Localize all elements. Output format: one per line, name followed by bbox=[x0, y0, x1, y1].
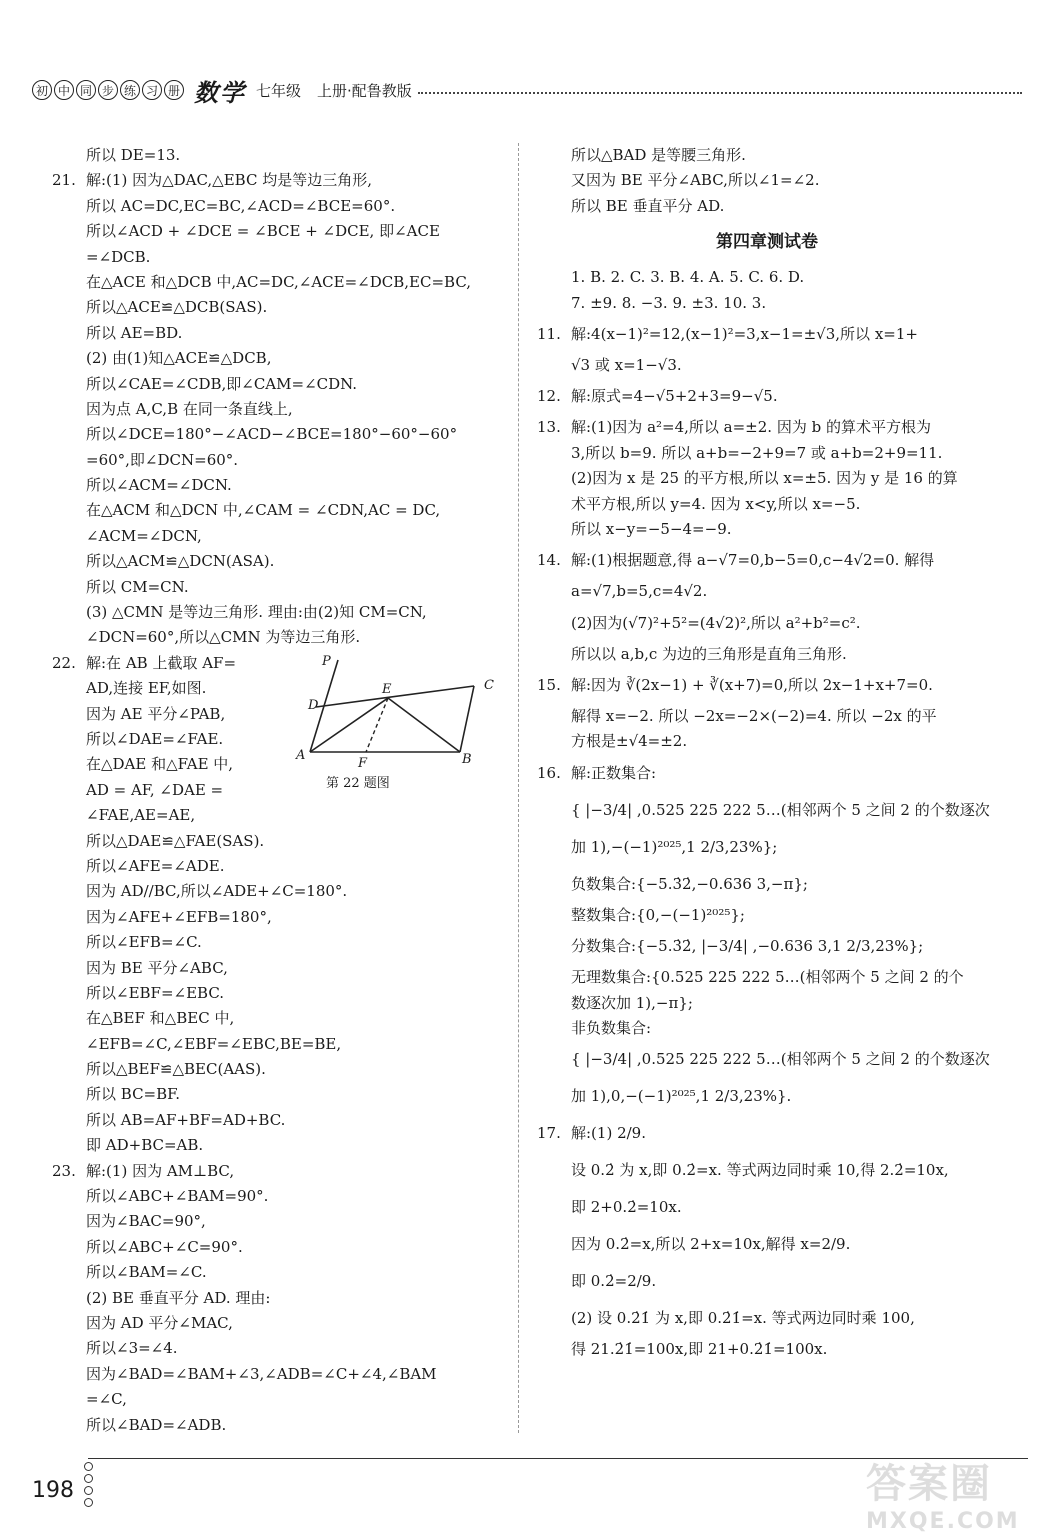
text-line bbox=[537, 143, 997, 168]
text-line bbox=[52, 143, 508, 168]
line-text: 解:在 AB 上截取 AF= bbox=[86, 653, 237, 672]
header-dotted-rule bbox=[418, 92, 1022, 94]
line-text: 所以∠ABC+∠BAM=90°. bbox=[86, 1187, 269, 1206]
line-text: 又因为 BE 平分∠ABC,所以∠1=∠2. bbox=[571, 171, 820, 190]
text-line bbox=[52, 372, 508, 397]
text-line bbox=[52, 1108, 508, 1133]
text-line bbox=[52, 1082, 508, 1107]
text-line bbox=[537, 542, 997, 579]
text-line bbox=[537, 704, 997, 729]
question-number: 22. bbox=[52, 653, 76, 672]
grade-label: 七年级 bbox=[256, 81, 302, 100]
figure-22-diagram bbox=[292, 652, 504, 772]
text-line bbox=[52, 1387, 508, 1412]
line-text: ∠EFB=∠C,∠EBF=∠EBC,BE=BE, bbox=[86, 1034, 342, 1053]
text-line bbox=[52, 245, 508, 270]
right-column bbox=[537, 143, 997, 1363]
line-text: 解:(1)因为 a²=4,所以 a=±2. 因为 b 的算术平方根为 bbox=[571, 418, 931, 437]
text-line bbox=[52, 219, 508, 244]
line-text: { |−3/4| ,0.525 225 222 5…(相邻两个 5 之间 2 的个数逐次 bbox=[571, 800, 990, 819]
line-text: (2)因为(√7)²+5²=(4√2)²,所以 a²+b²=c². bbox=[571, 613, 861, 632]
text-line bbox=[537, 1115, 997, 1152]
text-line bbox=[537, 667, 997, 704]
line-text: 所以∠AFE=∠ADE. bbox=[86, 856, 225, 875]
text-line bbox=[52, 321, 508, 346]
point-label: C bbox=[484, 678, 494, 693]
line-text: 在△BEF 和△BEC 中, bbox=[86, 1009, 235, 1028]
text-line bbox=[52, 981, 508, 1006]
series-char: 步 bbox=[98, 80, 118, 100]
series-char: 初 bbox=[32, 80, 52, 100]
line-text: 解:正数集合: bbox=[571, 763, 657, 782]
line-text: 所以△BAD 是等腰三角形. bbox=[571, 146, 746, 164]
text-line bbox=[52, 524, 508, 549]
line-text: 加 1),−(−1)²⁰²⁵,1 2/3,23%}; bbox=[571, 837, 778, 856]
series-char: 同 bbox=[76, 80, 96, 100]
text-line bbox=[52, 1057, 508, 1082]
text-line bbox=[537, 579, 997, 604]
series-char: 中 bbox=[54, 80, 74, 100]
text-line bbox=[537, 492, 997, 517]
line-text: 所以△BEF≌△BEC(AAS). bbox=[86, 1060, 266, 1079]
text-line bbox=[52, 270, 508, 295]
text-line bbox=[52, 1260, 508, 1285]
line-text: 解:(1) 2/9. bbox=[571, 1124, 646, 1143]
text-line bbox=[52, 575, 508, 600]
text-line bbox=[52, 625, 508, 650]
line-text: 解:(1)根据题意,得 a−√7=0,b−5=0,c−4√2=0. 解得 bbox=[571, 551, 935, 570]
text-line bbox=[537, 316, 997, 353]
watermark-logo bbox=[866, 1452, 1026, 1532]
line-text: 解:(1) 因为△DAC,△EBC 均是等边三角形, bbox=[86, 171, 372, 190]
line-text: 所以 x−y=−5−4=−9. bbox=[571, 519, 732, 538]
text-line bbox=[52, 1184, 508, 1209]
line-text: 所以△ACE≌△DCB(SAS). bbox=[86, 298, 268, 317]
line-text: 所以∠CAE=∠CDB,即∠CAM=∠CDN. bbox=[86, 374, 358, 393]
line-text: 所以 AB=AF+BF=AD+BC. bbox=[86, 1110, 286, 1129]
line-text: =∠DCB. bbox=[86, 247, 151, 266]
text-line bbox=[52, 1133, 508, 1158]
line-text: AD,连接 EF,如图. bbox=[86, 679, 207, 698]
line-text: √3 或 x=1−√3. bbox=[571, 355, 682, 374]
text-line bbox=[52, 397, 508, 422]
text-line bbox=[52, 1006, 508, 1031]
column-divider bbox=[518, 143, 519, 1433]
point-label: F bbox=[358, 756, 368, 771]
line-text: ∠ACM=∠DCN, bbox=[86, 526, 202, 545]
text-line bbox=[52, 1311, 508, 1336]
line-text: 即 0.2̇=2/9. bbox=[571, 1272, 657, 1291]
test-answers bbox=[537, 265, 997, 1363]
point-label: D bbox=[308, 698, 319, 713]
line-text: 所以 DE=13. bbox=[86, 146, 181, 164]
line-text: (2) 设 0.2̇1̇ 为 x,即 0.2̇1̇=x. 等式两边同时乘 100, bbox=[571, 1309, 915, 1328]
text-line bbox=[537, 928, 997, 965]
text-line bbox=[537, 1078, 997, 1115]
text-line bbox=[537, 291, 997, 316]
line-text: 即 AD+BC=AB. bbox=[86, 1136, 204, 1155]
question-number: 11. bbox=[537, 324, 561, 343]
text-line bbox=[537, 378, 997, 415]
text-line bbox=[537, 194, 997, 219]
text-line bbox=[537, 1226, 997, 1263]
text-line bbox=[537, 168, 997, 193]
line-text: 因为 AD//BC,所以∠ADE+∠C=180°. bbox=[86, 882, 348, 901]
question-number: 16. bbox=[537, 763, 561, 782]
text-line bbox=[537, 441, 997, 466]
text-line bbox=[52, 829, 508, 854]
text-line bbox=[52, 854, 508, 879]
line-text: 得 21.2̇1̇=100x,即 21+0.2̇1̇=100x. bbox=[571, 1340, 828, 1359]
text-line bbox=[52, 498, 508, 523]
line-text: (2) BE 垂直平分 AD. 理由: bbox=[86, 1288, 271, 1307]
line-text: 所以以 a,b,c 为边的三角形是直角三角形. bbox=[571, 644, 847, 663]
text-line bbox=[537, 605, 997, 642]
line-text: 在△ACM 和△DCN 中,∠CAM = ∠CDN,AC = DC, bbox=[86, 501, 441, 520]
watermark-top: 答案圈 bbox=[866, 1461, 992, 1507]
question-number: 14. bbox=[537, 551, 561, 570]
text-line bbox=[537, 829, 997, 866]
page-header bbox=[32, 72, 1022, 108]
text-line bbox=[52, 600, 508, 625]
watermark-bottom: MXQE.COM bbox=[866, 1509, 1020, 1534]
text-line bbox=[52, 879, 508, 904]
text-line bbox=[52, 1209, 508, 1234]
question-number: 17. bbox=[537, 1124, 561, 1143]
line-text: 数逐次加 1),−π}; bbox=[571, 993, 693, 1012]
line-text: 因为∠BAD=∠BAM+∠3,∠ADB=∠C+∠4,∠BAM bbox=[86, 1364, 437, 1383]
line-text: AD = AF, ∠DAE = bbox=[86, 780, 224, 799]
question-number: 13. bbox=[537, 418, 561, 437]
line-text: 非负数集合: bbox=[571, 1019, 652, 1038]
text-line bbox=[52, 346, 508, 371]
line-text: 无理数集合:{0.525 225 222 5…(相邻两个 5 之间 2 的个 bbox=[571, 968, 964, 987]
text-line bbox=[537, 1189, 997, 1226]
line-text: ∠DCN=60°,所以△CMN 为等边三角形. bbox=[86, 628, 361, 647]
footer-decoration bbox=[84, 1462, 94, 1510]
figure-22 bbox=[292, 652, 504, 792]
line-text: 1. B. 2. C. 3. B. 4. A. 5. C. 6. D. bbox=[571, 268, 805, 287]
text-line bbox=[52, 448, 508, 473]
line-text: (2)因为 x 是 25 的平方根,所以 x=±5. 因为 y 是 16 的算 bbox=[571, 469, 958, 488]
text-line bbox=[52, 930, 508, 955]
line-text: 负数集合:{−5.3̇2̇,−0.636 3,−π}; bbox=[571, 874, 808, 893]
series-char: 习 bbox=[142, 80, 162, 100]
line-text: 因为∠AFE+∠EFB=180°, bbox=[86, 907, 272, 926]
text-line bbox=[52, 168, 508, 193]
line-text: 解:(1) 因为 AM⊥BC, bbox=[86, 1161, 235, 1180]
line-text: 在△DAE 和△FAE 中, bbox=[86, 755, 234, 774]
line-text: 所以∠3=∠4. bbox=[86, 1339, 178, 1358]
text-line bbox=[537, 755, 997, 792]
text-line bbox=[52, 1286, 508, 1311]
text-line bbox=[537, 1016, 997, 1041]
line-text: 所以∠BAM=∠C. bbox=[86, 1263, 207, 1282]
text-line bbox=[52, 422, 508, 447]
line-text: =60°,即∠DCN=60°. bbox=[86, 450, 239, 469]
line-text: a=√7,b=5,c=4√2. bbox=[571, 582, 708, 601]
line-text: 整数集合:{0,−(−1)²⁰²⁵}; bbox=[571, 905, 745, 924]
text-line bbox=[537, 1263, 997, 1300]
line-text: 术平方根,所以 y=4. 因为 x<y,所以 x=−5. bbox=[571, 494, 861, 513]
series-char: 册 bbox=[164, 80, 184, 100]
line-text: 所以 CM=CN. bbox=[86, 577, 189, 596]
text-line bbox=[537, 903, 997, 928]
question-number: 12. bbox=[537, 387, 561, 406]
line-text: 解:原式=4−√5+2+3=9−√5. bbox=[571, 387, 778, 406]
series-badges bbox=[32, 80, 184, 100]
text-line bbox=[537, 1300, 997, 1337]
text-line bbox=[52, 194, 508, 219]
line-text: 因为 BE 平分∠ABC, bbox=[86, 958, 228, 977]
text-line bbox=[52, 1159, 508, 1184]
series-char: 练 bbox=[120, 80, 140, 100]
page-number: 198 bbox=[32, 1478, 74, 1503]
line-text: (2) 由(1)知△ACE≌△DCB, bbox=[86, 349, 272, 368]
text-line bbox=[52, 803, 508, 828]
line-text: 即 2+0.2̇=10x. bbox=[571, 1198, 682, 1217]
line-text: 7. ±9. 8. −3. 9. ±3. 10. 3. bbox=[571, 293, 767, 312]
text-line bbox=[537, 466, 997, 491]
point-label: P bbox=[322, 654, 331, 669]
text-line bbox=[537, 866, 997, 903]
text-line bbox=[537, 729, 997, 754]
figure-caption: 第 22 题图 bbox=[326, 776, 390, 791]
line-text: 所以 BC=BF. bbox=[86, 1085, 180, 1104]
line-text: 所以∠ABC+∠C=90°. bbox=[86, 1237, 243, 1256]
text-line bbox=[52, 1413, 508, 1438]
text-line bbox=[537, 415, 997, 440]
text-line bbox=[52, 295, 508, 320]
line-text: 因为 AD 平分∠MAC, bbox=[86, 1313, 233, 1332]
point-label: A bbox=[296, 748, 306, 763]
line-text: 所以∠ACD + ∠DCE = ∠BCE + ∠DCE, 即∠ACE bbox=[86, 222, 440, 241]
point-label: E bbox=[382, 682, 392, 697]
text-line bbox=[537, 991, 997, 1016]
line-text: 所以∠ACM=∠DCN. bbox=[86, 476, 232, 495]
line-text: 设 0.2̇ 为 x,即 0.2̇=x. 等式两边同时乘 10,得 2.2̇=10x, bbox=[571, 1161, 949, 1180]
question-number: 15. bbox=[537, 676, 561, 695]
line-text: 所以∠BAD=∠ADB. bbox=[86, 1415, 227, 1434]
text-line bbox=[52, 473, 508, 498]
line-text: ∠FAE,AE=AE, bbox=[86, 806, 196, 825]
line-text: 所以 BE 垂直平分 AD. bbox=[571, 196, 725, 215]
text-line bbox=[52, 549, 508, 574]
text-line bbox=[537, 965, 997, 990]
text-line bbox=[52, 1362, 508, 1387]
line-text: 所以 AE=BD. bbox=[86, 323, 183, 342]
line-text: 解:因为 ∛(2x−1) + ∛(x+7)=0,所以 2x−1+x+7=0. bbox=[571, 676, 933, 695]
subject-title: 数学 bbox=[194, 78, 246, 107]
section-title: 第四章测试卷 bbox=[716, 232, 818, 253]
text-line bbox=[537, 642, 997, 667]
line-text: 方根是±√4=±2. bbox=[571, 732, 688, 751]
text-line bbox=[537, 1041, 997, 1078]
text-line bbox=[537, 353, 997, 378]
line-text: 所以△DAE≌△FAE(SAS). bbox=[86, 831, 265, 850]
line-text: 所以∠EFB=∠C. bbox=[86, 933, 202, 952]
line-text: 因为点 A,C,B 在同一条直线上, bbox=[86, 399, 293, 418]
line-text: 所以∠EBF=∠EBC. bbox=[86, 983, 225, 1002]
text-line bbox=[537, 517, 997, 542]
text-line bbox=[537, 1152, 997, 1189]
line-text: 因为 0.2̇=x,所以 2+x=10x,解得 x=2/9. bbox=[571, 1235, 851, 1254]
text-line bbox=[52, 905, 508, 930]
line-text: 在△ACE 和△DCB 中,AC=DC,∠ACE=∠DCB,EC=BC, bbox=[86, 272, 472, 291]
question-number: 23. bbox=[52, 1161, 76, 1180]
text-line bbox=[537, 792, 997, 829]
text-line bbox=[52, 956, 508, 981]
point-label: B bbox=[462, 752, 472, 767]
line-text: 解得 x=−2. 所以 −2x=−2×(−2)=4. 所以 −2x 的平 bbox=[571, 707, 937, 726]
text-line bbox=[537, 1337, 997, 1362]
edition-label: 上册·配鲁教版 bbox=[317, 81, 412, 100]
line-text: 所以∠DCE=180°−∠ACD−∠BCE=180°−60°−60° bbox=[86, 425, 458, 444]
text-line bbox=[52, 1235, 508, 1260]
line-text: 因为 AE 平分∠PAB, bbox=[86, 704, 226, 723]
line-text: 所以 AC=DC,EC=BC,∠ACD=∠BCE=60°. bbox=[86, 196, 396, 215]
line-text: 所以∠DAE=∠FAE. bbox=[86, 729, 224, 748]
text-line bbox=[537, 265, 997, 290]
line-text: 加 1),0,−(−1)²⁰²⁵,1 2/3,23%}. bbox=[571, 1087, 792, 1106]
line-text: 解:4(x−1)²=12,(x−1)²=3,x−1=±√3,所以 x=1+ bbox=[571, 324, 918, 343]
text-line bbox=[52, 1032, 508, 1057]
line-text: 3,所以 b=9. 所以 a+b=−2+9=7 或 a+b=2+9=11. bbox=[571, 443, 943, 462]
continued-solution bbox=[537, 143, 997, 219]
line-text: 因为∠BAC=90°, bbox=[86, 1212, 206, 1231]
line-text: 分数集合:{−5.3̇2̇, |−3/4| ,−0.636 3,1 2/3,23%}; bbox=[571, 937, 924, 956]
line-text: 所以△ACM≌△DCN(ASA). bbox=[86, 552, 275, 571]
text-line bbox=[52, 1336, 508, 1361]
line-text: =∠C, bbox=[86, 1390, 127, 1409]
question-number: 21. bbox=[52, 171, 76, 190]
line-text: (3) △CMN 是等边三角形. 理由:由(2)知 CM=CN, bbox=[86, 603, 427, 622]
line-text: { |−3/4| ,0.525 225 222 5…(相邻两个 5 之间 2 的个数逐次 bbox=[571, 1050, 990, 1069]
